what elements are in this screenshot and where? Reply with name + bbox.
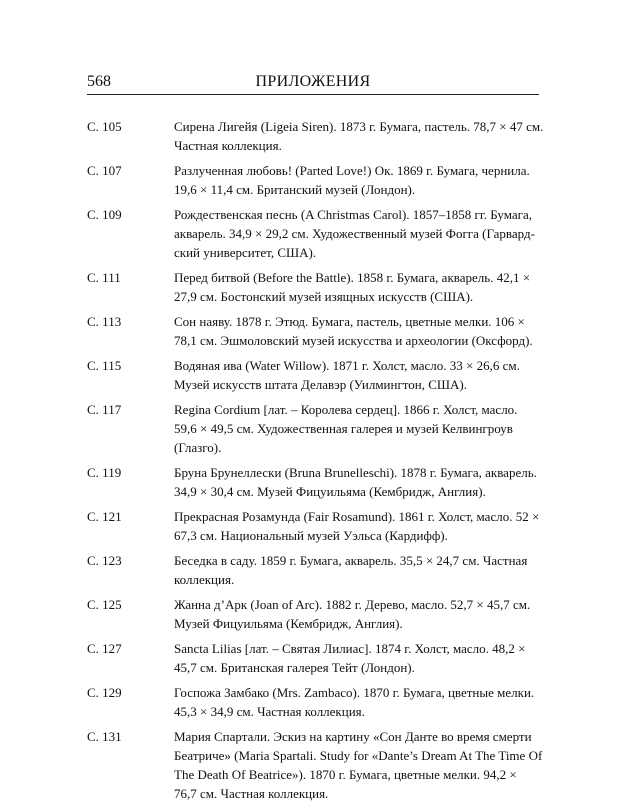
caption-line: (Глазго). (174, 440, 222, 455)
caption-line: Частная коллекция. (174, 138, 282, 153)
caption-line: ский университет, США). (174, 245, 317, 260)
caption-line: Рождественская песнь (A Christmas Carol). 1857–1858 гг. Бумага, (174, 207, 532, 222)
list-item (87, 507, 539, 545)
page-reference: С. 117 (87, 402, 122, 417)
page-reference: С. 107 (87, 163, 122, 178)
illustration-caption (174, 595, 539, 633)
page-reference: С. 109 (87, 207, 122, 222)
caption-line: Музей искусств штата Делавэр (Уилмингтон, США). (174, 377, 468, 392)
page-header (87, 71, 539, 93)
page-reference: С. 113 (87, 314, 122, 329)
caption-line: Regina Cordium [лат. – Королева сердец]. 1866 г. Холст, масло. (174, 402, 518, 417)
caption-line: 34,9 × 30,4 см. Музей Фицуильяма (Кембридж, Англия). (174, 484, 486, 499)
list-item (87, 161, 539, 199)
caption-line: 45,3 × 34,9 см. Частная коллекция. (174, 704, 365, 719)
illustration-caption (174, 268, 539, 306)
caption-line: Водяная ива (Water Willow). 1871 г. Холст, масло. 33 × 26,6 см. (174, 358, 520, 373)
caption-line: Жанна д’Арк (Joan of Arc). 1882 г. Дерево, масло. 52,7 × 45,7 см. (174, 597, 531, 612)
caption-line: коллекция. (174, 572, 235, 587)
caption-line: 45,7 см. Британская галерея Тейт (Лондон). (174, 660, 415, 675)
caption-line: Музей Фицуильяма (Кембридж, Англия). (174, 616, 403, 631)
page-reference: С. 125 (87, 597, 122, 612)
list-item (87, 727, 543, 803)
page-reference: С. 121 (87, 509, 122, 524)
caption-line: Sancta Lilias [лат. – Святая Лилиас]. 1874 г. Холст, масло. 48,2 × (174, 641, 526, 656)
page-reference: С. 123 (87, 553, 122, 568)
illustration-caption (174, 161, 539, 199)
illustration-caption (174, 117, 543, 155)
list-item (87, 683, 539, 721)
illustration-caption (174, 463, 539, 501)
list-item (87, 356, 539, 394)
page-reference: С. 105 (87, 119, 122, 134)
caption-line: 27,9 см. Бостонский музей изящных искусств (США). (174, 289, 474, 304)
caption-line: 67,3 см. Национальный музей Уэльса (Кардифф). (174, 528, 448, 543)
page-reference: С. 115 (87, 358, 122, 373)
list-item (87, 205, 539, 262)
caption-line: Беатриче» (Maria Spartali. Study for «Dante’s Dream At The Time Of (174, 748, 543, 763)
caption-line: Мария Спартали. Эскиз на картину «Сон Данте во время смерти (174, 729, 532, 744)
illustration-caption (174, 727, 542, 803)
illustration-caption (174, 312, 539, 350)
list-item (87, 551, 539, 589)
caption-line: Бруна Брунеллески (Bruna Brunelleschi). 1878 г. Бумага, акварель. (174, 465, 537, 480)
illustration-caption (174, 639, 539, 677)
page-reference: С. 127 (87, 641, 122, 656)
caption-line: 59,6 × 49,5 см. Художественная галерея и музей Келвингроув (174, 421, 513, 436)
caption-line: Госпожа Замбако (Mrs. Zambaco). 1870 г. Бумага, цветные мелки. (174, 685, 535, 700)
list-item (87, 639, 539, 677)
page-reference: С. 129 (87, 685, 122, 700)
list-item (87, 400, 539, 457)
caption-line: 19,6 × 11,4 см. Британский музей (Лондон). (174, 182, 416, 197)
header-rule (87, 94, 539, 95)
caption-line: Разлученная любовь! (Parted Love!) Ок. 1869 г. Бумага, чернила. (174, 163, 530, 178)
caption-line: Прекрасная Розамунда (Fair Rosamund). 1861 г. Холст, масло. 52 × (174, 509, 540, 524)
caption-line: The Death Of Beatrice»). 1870 г. Бумага, цветные мелки. 94,2 × (174, 767, 517, 782)
list-item (87, 268, 539, 306)
caption-line: 76,7 см. Частная коллекция. (174, 786, 329, 801)
list-item (87, 117, 544, 155)
illustration-caption (174, 507, 539, 545)
illustration-caption (174, 683, 539, 721)
illustration-caption (174, 551, 539, 589)
page-reference: С. 119 (87, 465, 122, 480)
illustration-caption (174, 356, 539, 394)
caption-line: Перед битвой (Before the Battle). 1858 г. Бумага, акварель. 42,1 × (174, 270, 531, 285)
list-item (87, 595, 539, 633)
caption-line: акварель. 34,9 × 29,2 см. Художественный музей Фогга (Гарвард- (174, 226, 535, 241)
list-item (87, 463, 539, 501)
caption-line: Беседка в саду. 1859 г. Бумага, акварель. 35,5 × 24,7 см. Частная (174, 553, 528, 568)
caption-line: Сирена Лигейя (Ligeia Siren). 1873 г. Бумага, пастель. 78,7 × 47 см. (174, 119, 544, 134)
page-reference: С. 131 (87, 729, 122, 744)
illustration-caption (174, 400, 539, 457)
illustration-caption (174, 205, 539, 262)
running-title: ПРИЛОЖЕНИЯ (255, 73, 371, 90)
illustration-list (87, 117, 544, 809)
caption-line: Сон наяву. 1878 г. Этюд. Бумага, пастель, цветные мелки. 106 × (174, 314, 525, 329)
page-reference: С. 111 (87, 270, 121, 285)
caption-line: 78,1 см. Эшмоловский музей искусства и археологии (Оксфорд). (174, 333, 533, 348)
page-number: 568 (87, 73, 111, 90)
list-item (87, 312, 539, 350)
